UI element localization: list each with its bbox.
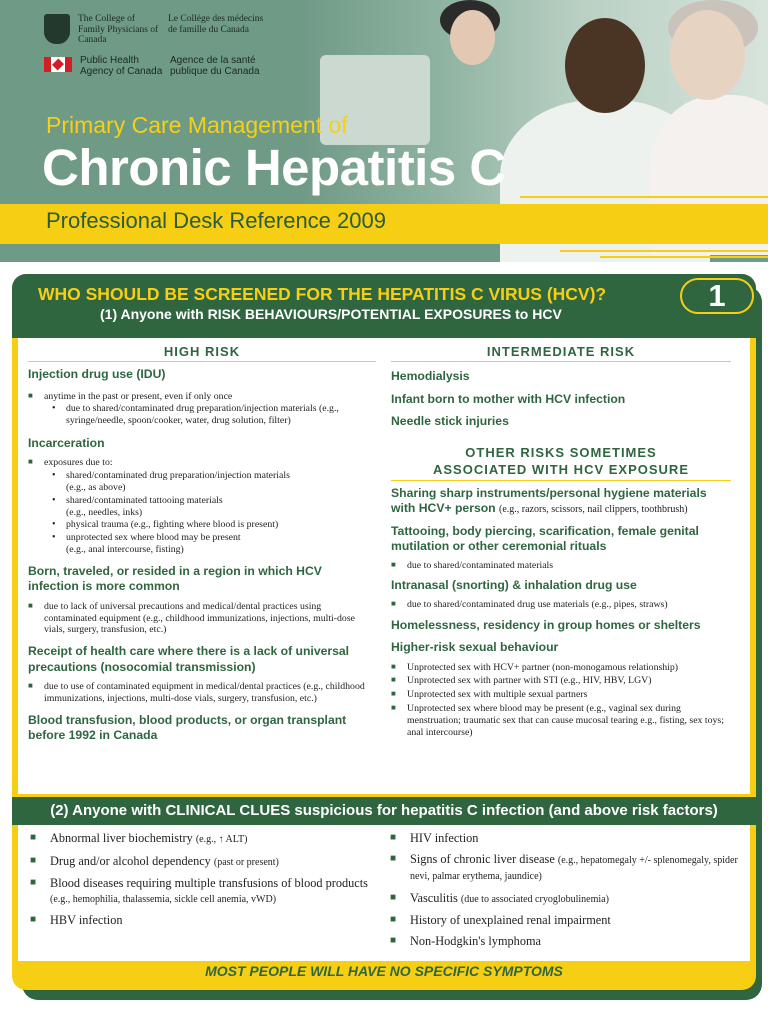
decor-line: [520, 196, 768, 198]
incarceration-sub: • unprotected sex where blood may be present: [28, 532, 376, 544]
clinical-item-text: HIV infection: [410, 831, 479, 845]
clinical-clues-heading: (2) Anyone with CLINICAL CLUES suspicious for hepatitis C infection (and above risk factors): [12, 797, 756, 825]
photo-patient-head: [670, 10, 745, 100]
sexual-title: Higher-risk sexual behaviour: [391, 640, 559, 655]
high-risk-column: [28, 338, 376, 744]
sharing-eg: (e.g., razors, scissors, nail clippers, toothbrush): [499, 504, 688, 515]
clinical-list-left: [30, 831, 370, 934]
homeless-title: Homelessness, residency in group homes or shelters: [391, 617, 701, 632]
idu-title: Injection drug use (IDU): [28, 367, 166, 381]
symptoms-note: MOST PEOPLE WILL HAVE NO SPECIFIC SYMPTOMS: [205, 963, 563, 979]
incarceration-sub-eg: (e.g., as above): [66, 481, 126, 493]
tattoo-title: Tattooing, body piercing, scarification, female genital mutilation or other ceremonial rituals: [391, 523, 699, 553]
canada-flag-icon: [44, 57, 72, 72]
sexual-bullet: ■ Unprotected sex where blood may be present (e.g., vaginal sex during menstruation; traumatic sex that can cause mucosal tearing e.g., fisting, sex toys; anal intercourse): [391, 703, 731, 738]
high-risk-heading: HIGH RISK: [28, 338, 376, 362]
cfpc-name-fr: Le Collège des médecins de famille du Canada: [168, 14, 264, 35]
clinical-item-eg: (e.g., hemophilia, thalassemia, sickle cell anemia, vWD): [50, 893, 277, 905]
cfpc-name-en: The College of Family Physicians of Canada: [78, 14, 159, 45]
card-subquestion: (1) Anyone with RISK BEHAVIOURS/POTENTIAL EXPOSURES to HCV: [100, 306, 562, 322]
clinical-item-text: Abnormal liver biochemistry: [50, 831, 193, 845]
sexual-bullet: ■ Unprotected sex with HCV+ partner (non-monogamous relationship): [391, 662, 731, 674]
sharing-title: [391, 486, 731, 518]
clinical-item: [30, 831, 370, 848]
phac-logo: [44, 55, 270, 77]
cfpc-logo: [44, 14, 264, 46]
clinical-item-text: Non-Hodgkin's lymphoma: [410, 933, 541, 948]
pretitle: Primary Care Management of: [46, 112, 348, 138]
clinical-item: [30, 876, 370, 907]
cover-header: [0, 0, 768, 262]
incarceration-bullet: ■ exposures due to:: [28, 457, 376, 469]
clinical-item: [390, 934, 740, 949]
card-question: WHO SHOULD BE SCREENED FOR THE HEPATITIS C VIRUS (HCV)?: [38, 284, 607, 304]
intranasal-title: Intranasal (snorting) & inhalation drug use: [391, 578, 637, 593]
tattoo-bullet: ■ due to shared/contaminated materials: [391, 560, 731, 572]
sexual-bullet: ■ Unprotected sex with multiple sexual partners: [391, 689, 731, 701]
incarceration-sub: • shared/contaminated tattooing materials: [28, 495, 376, 507]
phac-name-fr: Agence de la santé publique du Canada: [170, 55, 260, 77]
clinical-item: [390, 913, 740, 928]
other-risks-heading: [391, 440, 731, 481]
clinical-item: [390, 891, 740, 908]
sexual-bullet: ■ Unprotected sex with partner with STI (e.g., HIV, HBV, LGV): [391, 675, 731, 687]
incarceration-sub: • shared/contaminated drug preparation/injection materials: [28, 470, 376, 482]
cfpc-crest-icon: [44, 14, 70, 44]
sharing-title-text: Sharing sharp instruments/personal hygiene materials with HCV+ person: [391, 485, 707, 515]
receipt-bullet: ■ due to use of contaminated equipment in medical/dental practices (e.g., childhood immunizations, injections, multi-dose vials, surgery, transfusion, etc.): [28, 681, 376, 705]
page-number-badge: 1: [680, 278, 754, 314]
intermediate-item: Infant born to mother with HCV infection: [391, 391, 626, 406]
subtitle: Professional Desk Reference 2009: [46, 208, 386, 233]
intermediate-risk-column: [391, 338, 731, 738]
clinical-item-text: Blood diseases requiring multiple transfusions of blood products: [50, 876, 368, 890]
clinical-item-text: Signs of chronic liver disease: [410, 851, 555, 866]
clinical-item: [390, 831, 740, 846]
other-risks-heading-line: OTHER RISKS SOMETIMES: [465, 444, 657, 460]
intermediate-item: Needle stick injuries: [391, 414, 509, 428]
clinical-item: [30, 854, 370, 871]
receipt-title: Receipt of health care where there is a lack of universal precautions (nosocomial transmission): [28, 644, 350, 674]
phac-name-en: Public Health Agency of Canada: [80, 55, 163, 77]
intermediate-risk-heading: INTERMEDIATE RISK: [391, 338, 731, 362]
clinical-item-eg: (e.g., ↑ ALT): [195, 834, 248, 845]
idu-sub: • due to shared/contaminated drug preparation/injection materials (e.g., syringe/needle, spoon/cooker, water, drug solution, filter): [28, 403, 376, 427]
region-bullet: ■ due to lack of universal precautions and medical/dental practices using contaminated equipment (e.g., childhood immunizations, injections, multi-dose vials, surgery, transfusion, etc.): [28, 601, 376, 636]
incarceration-sub: • physical trauma (e.g., fighting where blood is present): [28, 519, 376, 531]
clinical-item-text: History of unexplained renal impairment: [410, 913, 611, 927]
clinical-item-text: Vasculitis: [410, 890, 458, 905]
clinical-item-eg: (e.g., hepatomegaly +/- splenomegaly, spider nevi, palmar erythema, jaundice): [410, 854, 738, 882]
intranasal-bullet: ■ due to shared/contaminated drug use materials (e.g., pipes, straws): [391, 599, 731, 611]
decor-line: [600, 256, 768, 258]
blood-title: Blood transfusion, blood products, or organ transplant before 1992 in Canada: [28, 712, 347, 743]
page-title: Chronic Hepatitis C: [42, 139, 506, 196]
clinical-list-right: [390, 831, 740, 954]
risk-panel: [18, 338, 750, 794]
incarceration-sub-eg: (e.g., needles, inks): [66, 506, 143, 518]
clinical-clues-panel: [18, 825, 750, 961]
clinical-item-text: HBV infection: [50, 913, 123, 927]
incarceration-title: Incarceration: [28, 435, 105, 450]
clinical-item: [390, 852, 740, 885]
incarceration-sub-eg: (e.g., anal intercourse, fisting): [66, 543, 184, 555]
other-risks-heading-line: ASSOCIATED WITH HCV EXPOSURE: [432, 461, 689, 477]
clinical-item-eg: (due to associated cryoglobulinemia): [460, 893, 609, 905]
clinical-item: [30, 913, 370, 928]
clinical-item-eg: (past or present): [213, 856, 279, 868]
region-title: Born, traveled, or resided in a region in which HCV infection is more common: [28, 563, 322, 594]
photo-nurse-head: [450, 10, 495, 65]
decor-line: [560, 250, 768, 252]
clinical-item-text: Drug and/or alcohol dependency: [50, 853, 211, 868]
idu-bullet: ■ anytime in the past or present, even if only once: [28, 391, 376, 403]
photo-doctor-head: [565, 18, 645, 113]
intermediate-item: Hemodialysis: [391, 369, 470, 383]
